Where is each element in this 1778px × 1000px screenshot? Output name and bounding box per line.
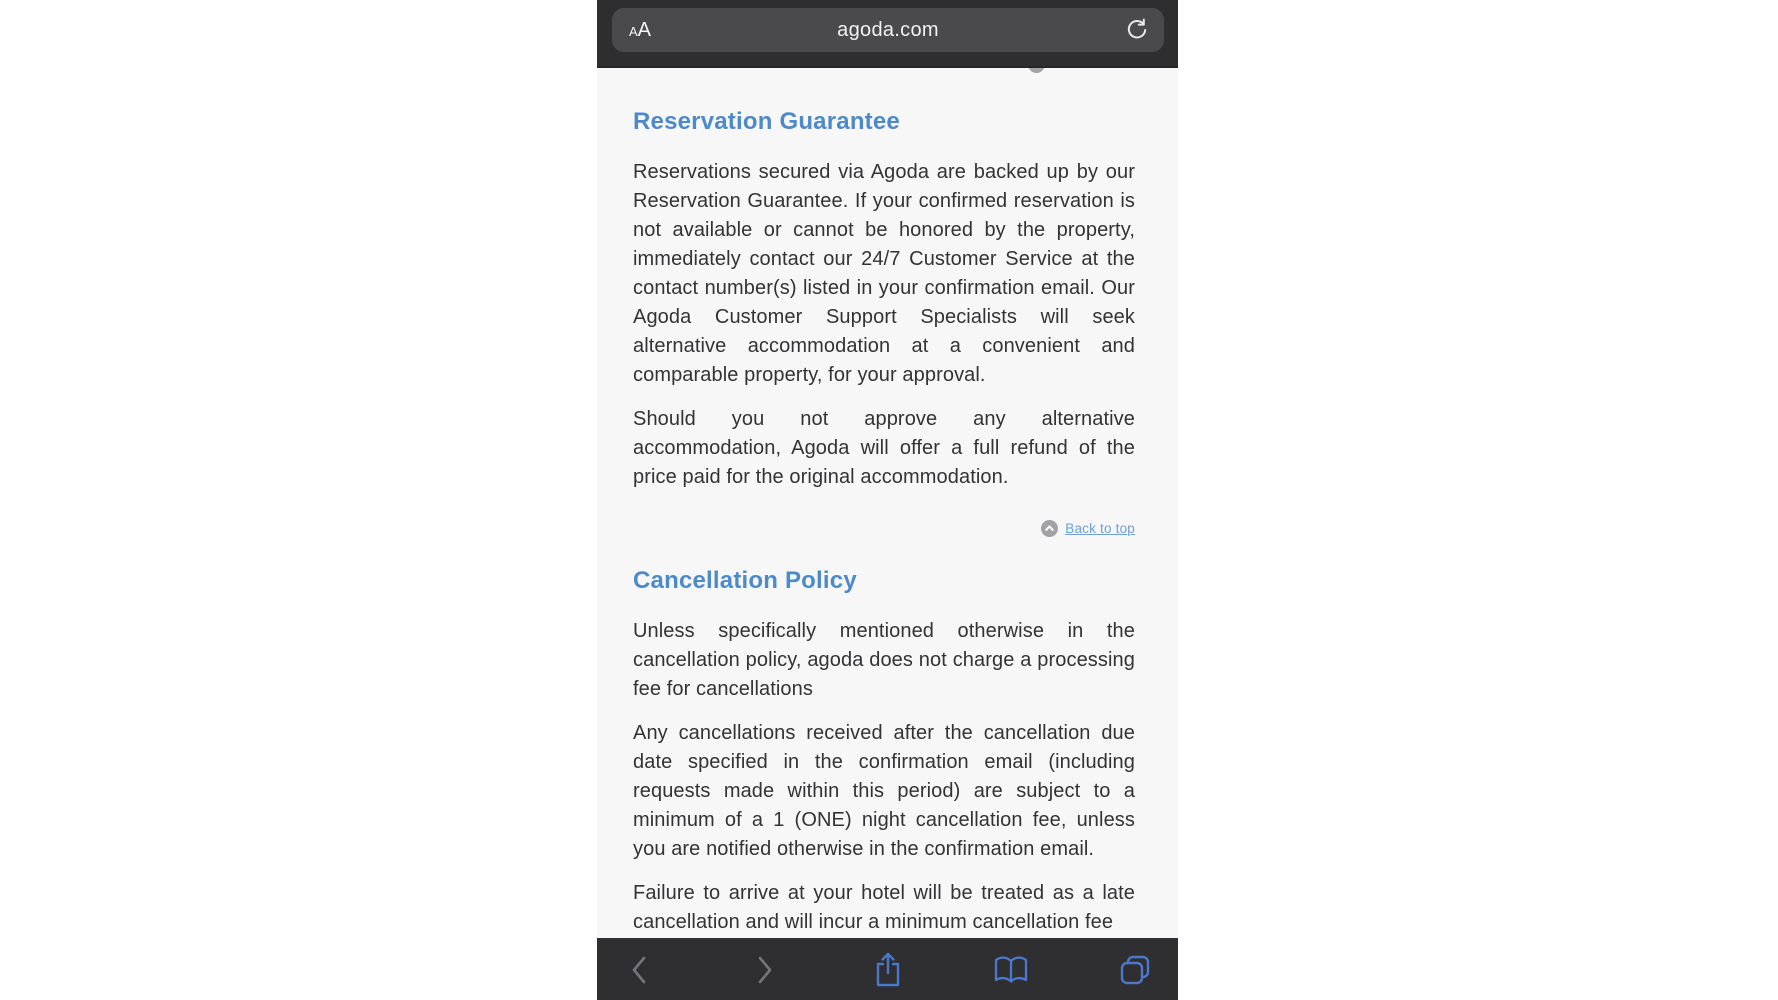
browser-top-bar — [597, 0, 1178, 68]
section-heading-cancellation-policy: Cancellation Policy — [633, 567, 857, 594]
paragraph: Should you not approve any alternative accommodation, Agoda will offer a full refund of the price paid for the original accommodation. — [633, 408, 1135, 488]
back-to-top-label: Back to top — [1065, 521, 1135, 536]
reload-icon[interactable] — [1122, 15, 1152, 45]
url-text: agoda.com — [837, 18, 939, 41]
section-heading-reservation-guarantee: Reservation Guarantee — [633, 108, 900, 135]
address-bar[interactable] — [612, 8, 1164, 52]
back-to-top-link[interactable] — [1041, 520, 1135, 537]
text-size-large-a: A — [637, 19, 652, 41]
arrow-up-circle-icon — [1041, 520, 1058, 537]
back-icon[interactable] — [617, 948, 663, 992]
paragraph: Unless specifically mentioned otherwise in the cancellation policy, agoda does not charge a processing fee for cancellations — [633, 620, 1135, 700]
safari-window — [597, 0, 1178, 1000]
tabs-icon[interactable] — [1112, 948, 1158, 992]
back-to-top-icon-partial — [1028, 68, 1045, 73]
forward-icon[interactable] — [741, 948, 787, 992]
paragraph: Reservations secured via Agoda are backed up by our Reservation Guarantee. If your confirmed reservation is not available or cannot be honored by the property, immediately contact our 24/7 Customer Service at the contact number(s) listed in your confirmation email. Our Agoda Customer Support Specialists will seek alternative accommodation at a convenient and comparable property, for your approval. — [633, 161, 1135, 386]
back-to-top-row — [633, 520, 1135, 537]
paragraph: Failure to arrive at your hotel will be treated as a late cancellation and will incur a minimum cancellation fee — [633, 882, 1135, 933]
browser-bottom-toolbar — [597, 938, 1178, 1000]
share-icon[interactable] — [865, 948, 911, 992]
text-size-button[interactable] — [629, 8, 651, 52]
text-size-small-a: A — [629, 24, 638, 39]
web-page-content — [597, 68, 1178, 938]
paragraph: Any cancellations received after the cancellation due date specified in the confirmation email (including requests made within this period) are subject to a minimum of a 1 (ONE) night cancellation fee, unless you are notified otherwise in the confirmation email. — [633, 722, 1135, 860]
bookmarks-icon[interactable] — [988, 948, 1034, 992]
